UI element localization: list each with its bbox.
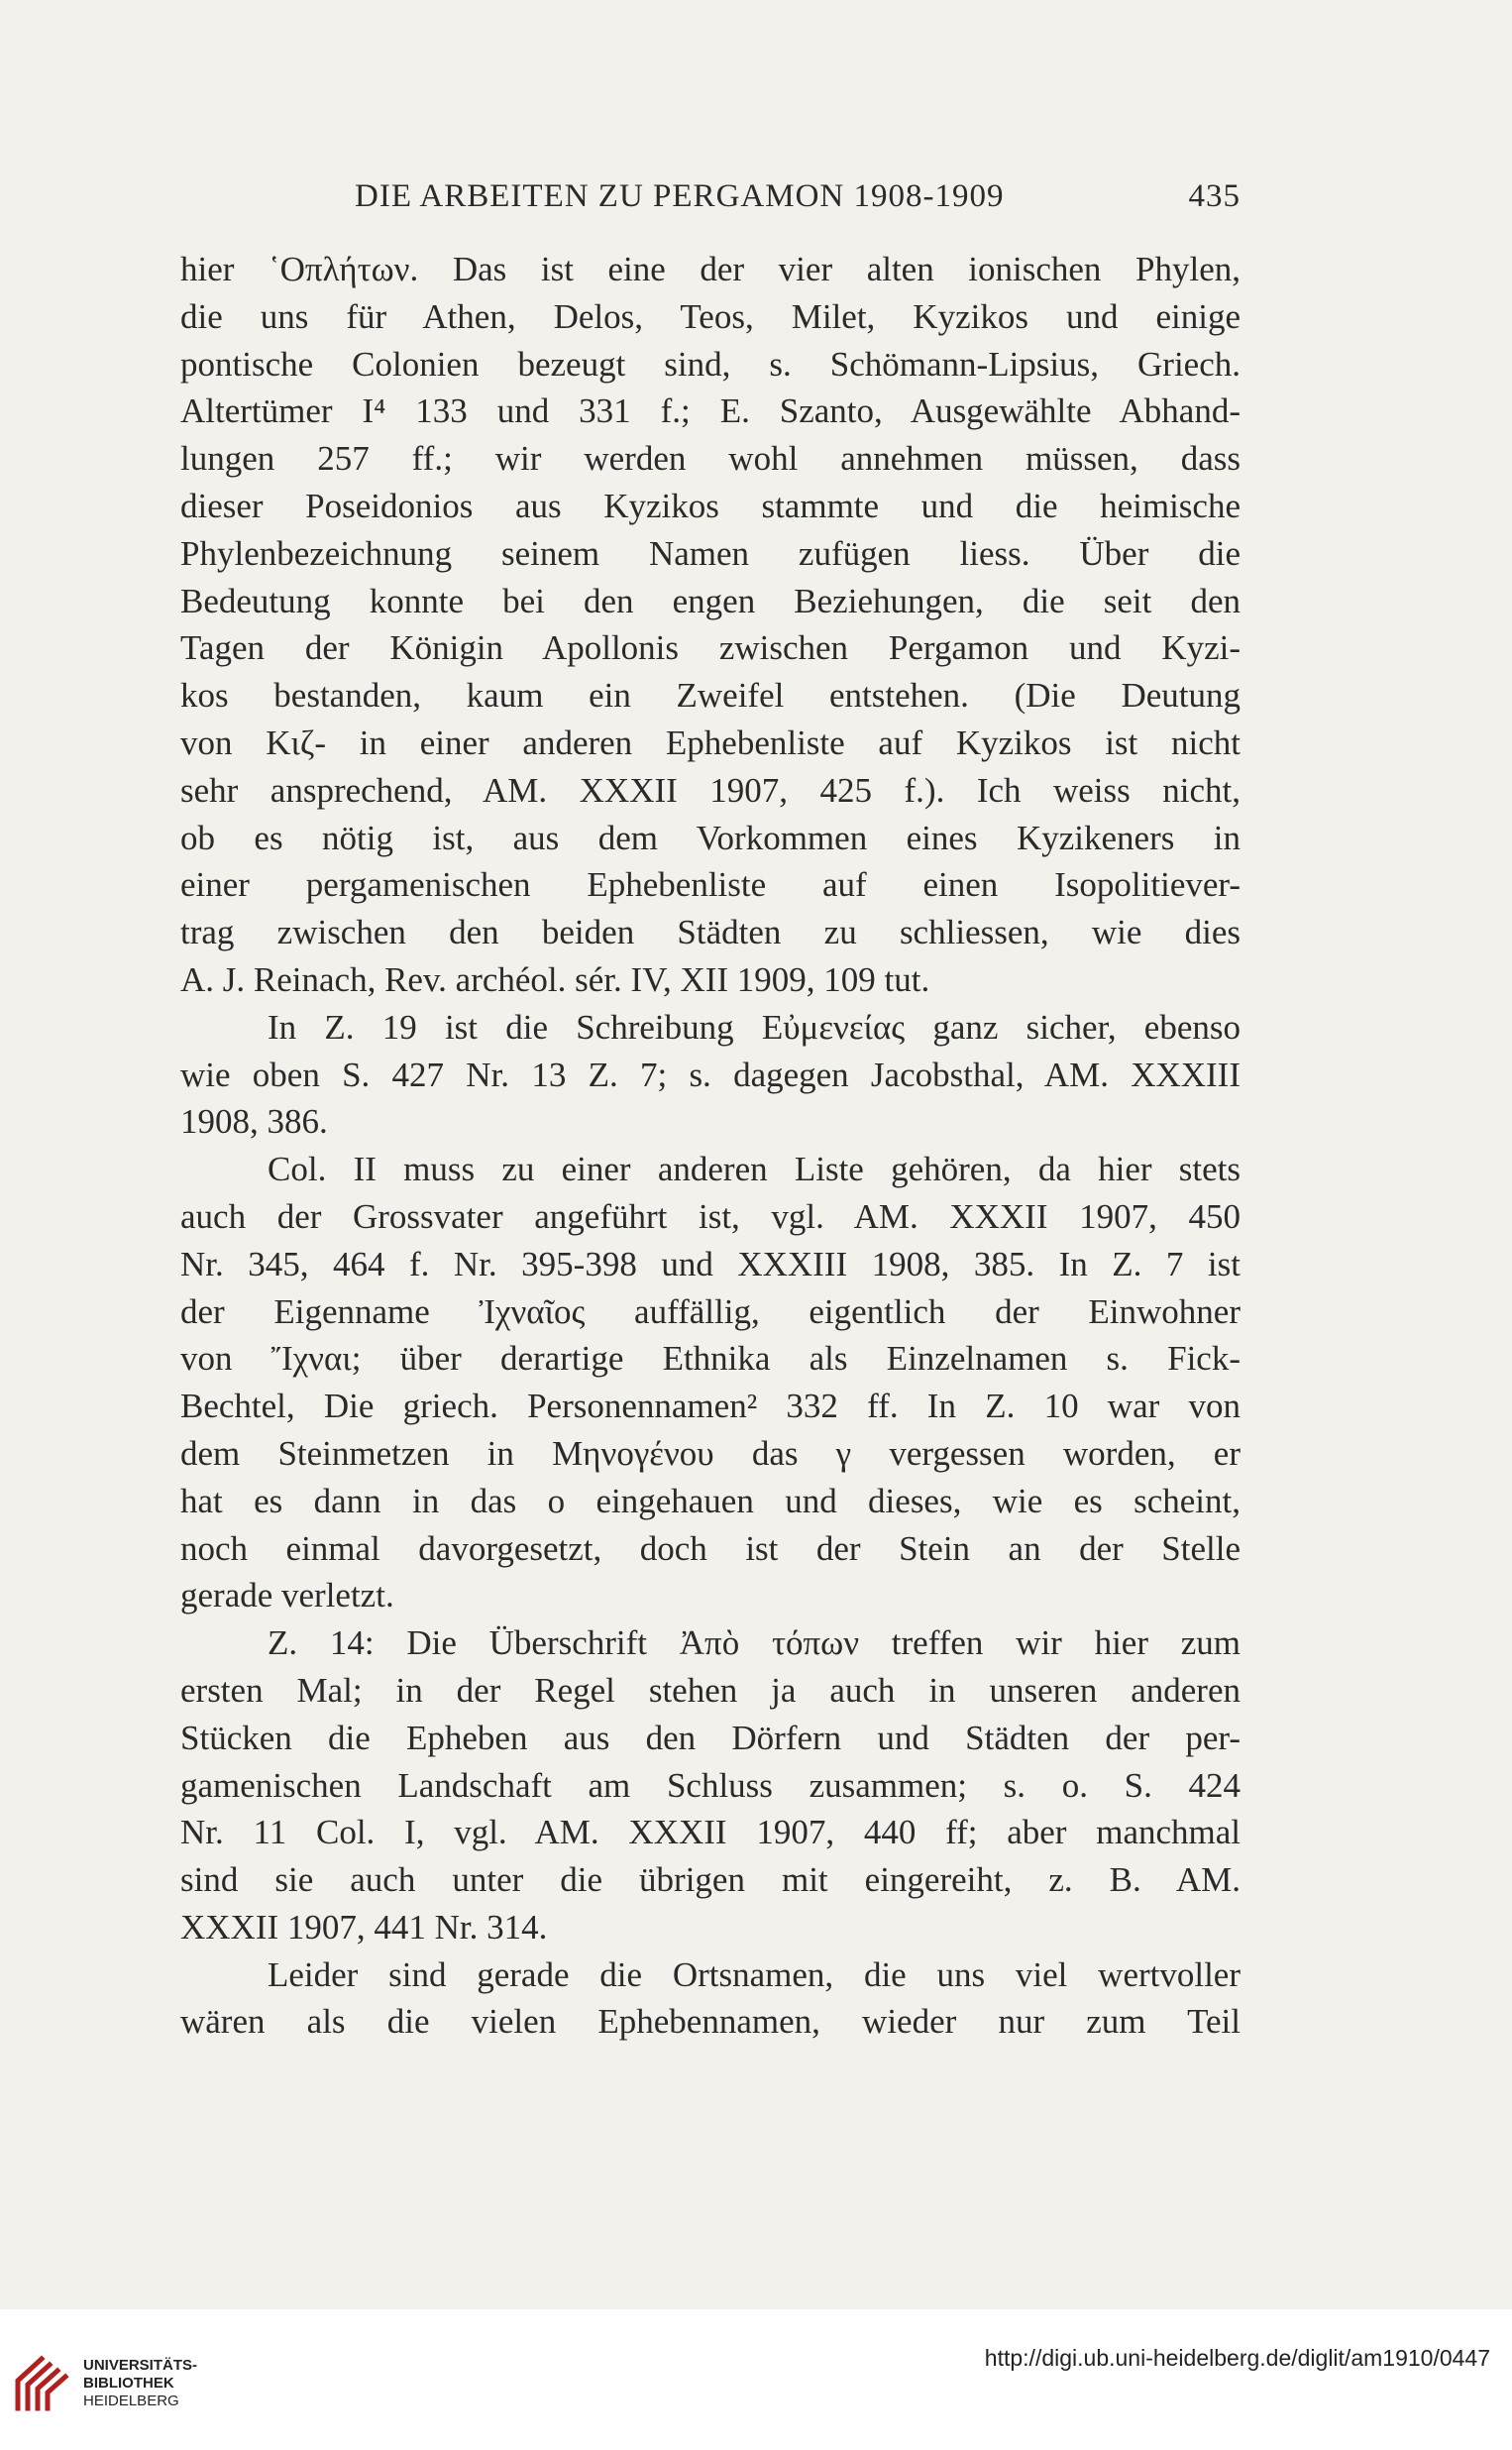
text-line: dieser Poseidonios aus Kyzikos stammte und die heimische — [180, 486, 1241, 525]
text-line: In Z. 19 ist die Schreibung Εὐμενείας ganz sicher, ebenso — [268, 1007, 1241, 1047]
library-name — [83, 2357, 197, 2410]
text-line: 1908, 386. — [180, 1102, 328, 1142]
library-name-line3: HEIDELBERG — [83, 2393, 179, 2409]
source-url-link[interactable]: http://digi.ub.uni-heidelberg.de/diglit/am1910/0447 — [984, 2345, 1490, 2371]
text-line: Tagen der Königin Apollonis zwischen Pergamon und Kyzi- — [180, 628, 1241, 668]
text-line: gerade verletzt. — [180, 1576, 394, 1615]
text-line: sind sie auch unter die übrigen mit eingereiht, z. B. AM. — [180, 1860, 1241, 1900]
text-line: noch einmal davorgesetzt, doch ist der Stein an der Stelle — [180, 1528, 1241, 1568]
library-name-line2: BIBLIOTHEK — [83, 2375, 174, 2392]
text-line: von Κιζ- in einer anderen Ephebenliste auf Kyzikos ist nicht — [180, 723, 1241, 762]
text-line: wie oben S. 427 Nr. 13 Z. 7; s. dagegen Jacobsthal, AM. XXXIII — [180, 1055, 1241, 1094]
body-text — [180, 246, 1241, 2046]
text-line: Stücken die Epheben aus den Dörfern und Städten der per- — [180, 1718, 1241, 1757]
text-line: auch der Grossvater angeführt ist, vgl. AM. XXXII 1907, 450 — [180, 1196, 1241, 1236]
text-line: Nr. 11 Col. I, vgl. AM. XXXII 1907, 440 ff; aber manchmal — [180, 1813, 1241, 1852]
text-line: ob es nötig ist, aus dem Vorkommen eines Kyzikeners in — [180, 818, 1241, 857]
text-line: trag zwischen den beiden Städten zu schliessen, wie dies — [180, 913, 1241, 952]
text-line: gamenischen Landschaft am Schluss zusammen; s. o. S. 424 — [180, 1765, 1241, 1805]
text-line: Altertümer I⁴ 133 und 331 f.; E. Szanto, Ausgewählte Abhand- — [180, 391, 1241, 431]
text-line: hat es dann in das ο eingehauen und dieses, wie es scheint, — [180, 1481, 1241, 1520]
text-line: Leider sind gerade die Ortsnamen, die uns viel wertvoller — [268, 1954, 1241, 1994]
text-line: pontische Colonien bezeugt sind, s. Schömann-Lipsius, Griech. — [180, 344, 1241, 384]
text-line: von Ἴχναι; über derartige Ethnika als Einzelnamen s. Fick- — [180, 1339, 1241, 1379]
page-number: 435 — [1188, 178, 1241, 214]
text-line: Col. II muss zu einer anderen Liste gehören, da hier stets — [268, 1150, 1241, 1189]
text-line: der Eigenname Ἰχναῖος auffällig, eigentlich der Einwohner — [180, 1291, 1241, 1331]
text-line: hier ῾Οπλήτων. Das ist eine der vier alten ionischen Phylen, — [180, 250, 1241, 288]
text-line: XXXII 1907, 441 Nr. 314. — [180, 1907, 548, 1947]
text-line: ersten Mal; in der Regel stehen ja auch in unseren anderen — [180, 1670, 1241, 1710]
text-line: dem Steinmetzen in Μηνογένου das γ vergessen worden, er — [180, 1433, 1241, 1473]
text-line: lungen 257 ff.; wir werden wohl annehmen müssen, dass — [180, 439, 1241, 479]
text-line: kos bestanden, kaum ein Zweifel entstehen. (Die Deutung — [180, 676, 1241, 716]
library-name-line1: UNIVERSITÄTS- — [83, 2357, 198, 2374]
text-line: Nr. 345, 464 f. Nr. 395-398 und XXXIII 1908, 385. In Z. 7 ist — [180, 1244, 1241, 1283]
text-line: wären als die vielen Ephebennamen, wieder nur zum Teil — [180, 2002, 1241, 2042]
text-line: Bedeutung konnte bei den engen Beziehungen, die seit den — [180, 581, 1241, 620]
text-line: einer pergamenischen Ephebenliste auf einen Isopolitiever- — [180, 865, 1241, 905]
running-header — [180, 172, 1241, 222]
text-line: Z. 14: Die Überschrift Ἀπὸ τόπων treffen wir hier zum — [268, 1623, 1241, 1663]
text-line: Bechtel, Die griech. Personennamen² 332 ff. In Z. 10 war von — [180, 1387, 1241, 1426]
library-logo-icon — [12, 2353, 71, 2412]
footer-bar — [0, 2309, 1512, 2450]
text-line: die uns für Athen, Delos, Teos, Milet, Kyzikos und einige — [180, 296, 1241, 336]
running-title: DIE ARBEITEN ZU PERGAMON 1908-1909 — [355, 178, 1005, 214]
text-line: Phylenbezeichnung seinem Namen zufügen liess. Über die — [180, 533, 1241, 573]
text-line: A. J. Reinach, Rev. archéol. sér. IV, XII 1909, 109 tut. — [180, 959, 930, 999]
text-line: sehr ansprechend, AM. XXXII 1907, 425 f.). Ich weiss nicht, — [180, 770, 1241, 810]
